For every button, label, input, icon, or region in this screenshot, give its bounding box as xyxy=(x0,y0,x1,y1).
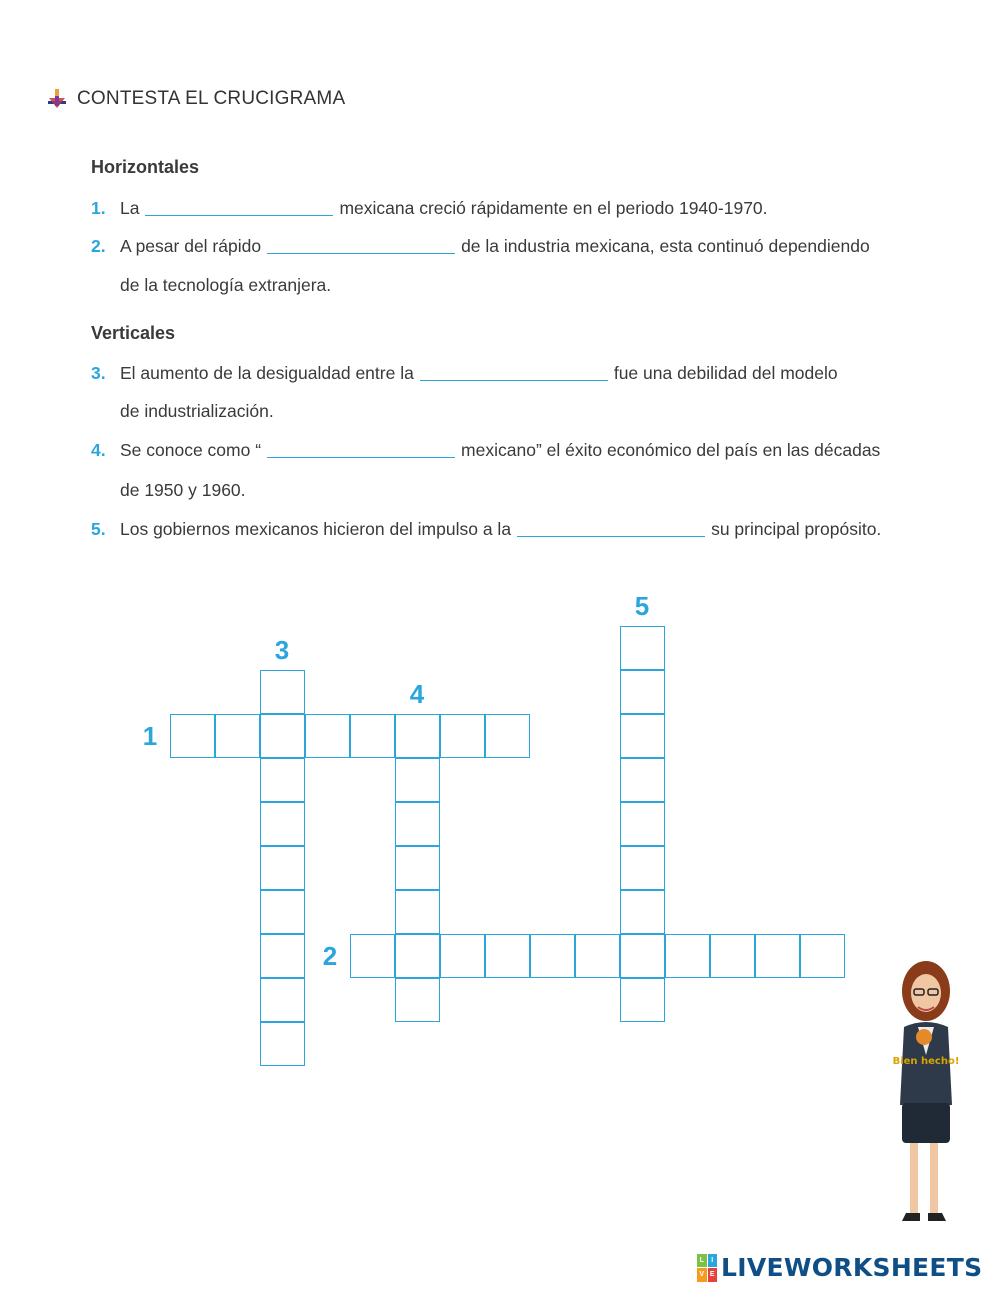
page-title: CONTESTA EL CRUCIGRAMA xyxy=(77,88,346,109)
crossword-number-2: 2 xyxy=(322,941,338,971)
crossword-cell[interactable] xyxy=(710,934,755,978)
crossword-number-1: 1 xyxy=(142,721,158,751)
crossword-cell[interactable] xyxy=(620,626,665,670)
page-header xyxy=(46,88,345,110)
crossword-cell[interactable] xyxy=(755,934,800,978)
crossword-cell[interactable] xyxy=(260,714,305,758)
answer-blank[interactable] xyxy=(420,364,608,381)
liveworksheets-logo xyxy=(697,1253,982,1282)
crossword-cell[interactable] xyxy=(350,714,395,758)
verticales-heading: Verticales xyxy=(91,323,176,343)
clue-number: 5. xyxy=(91,519,106,539)
answer-blank[interactable] xyxy=(517,520,705,537)
crossword-cell[interactable] xyxy=(395,714,440,758)
crossword-cell[interactable] xyxy=(260,670,305,714)
crossword-cell[interactable] xyxy=(620,934,665,978)
crossword-cell[interactable] xyxy=(350,934,395,978)
clue-text: El aumento de la desigualdad entre la xyxy=(120,363,414,383)
crossword-cell[interactable] xyxy=(395,802,440,846)
crossword-cell[interactable] xyxy=(620,978,665,1022)
crossword-cell[interactable] xyxy=(440,934,485,978)
clue-1 xyxy=(91,197,768,219)
clue-text: de la industria mexicana, esta continuó dependiendo xyxy=(461,236,870,256)
crossword-cell[interactable] xyxy=(170,714,215,758)
crossword-cell[interactable] xyxy=(485,714,530,758)
clue-3 xyxy=(91,362,838,384)
clue-4 xyxy=(91,439,880,461)
crossword-cell[interactable] xyxy=(260,1022,305,1066)
crossword-cell[interactable] xyxy=(260,758,305,802)
crossword-cell[interactable] xyxy=(620,714,665,758)
clue-2 xyxy=(91,235,870,257)
clue-number: 3. xyxy=(91,363,106,383)
crossword-cell[interactable] xyxy=(620,758,665,802)
crossword-cell[interactable] xyxy=(620,846,665,890)
crossword-cell[interactable] xyxy=(395,758,440,802)
teacher-character-image xyxy=(868,955,980,1235)
crossword-cell[interactable] xyxy=(305,714,350,758)
crossword-cell[interactable] xyxy=(620,670,665,714)
clue-text: La xyxy=(120,198,140,218)
crossword-cell[interactable] xyxy=(485,934,530,978)
crossword-cell[interactable] xyxy=(260,846,305,890)
answer-blank[interactable] xyxy=(267,237,455,254)
clue-number: 2. xyxy=(91,236,106,256)
clue-text: A pesar del rápido xyxy=(120,236,262,256)
clue-text: mexicana creció rápidamente en el periodo 1940-1970. xyxy=(339,198,768,218)
crossword-cell[interactable] xyxy=(215,714,260,758)
crossword-cell[interactable] xyxy=(260,802,305,846)
crossword-cell[interactable] xyxy=(665,934,710,978)
clue-text: Se conoce como “ xyxy=(120,440,262,460)
crossword-cell[interactable] xyxy=(395,890,440,934)
crossword-number-3: 3 xyxy=(274,635,290,665)
logo-text: LIVEWORKSHEETS xyxy=(721,1253,983,1282)
answer-blank[interactable] xyxy=(145,199,333,216)
crossword-cell[interactable] xyxy=(620,802,665,846)
clue-number: 1. xyxy=(91,198,106,218)
horizontales-heading: Horizontales xyxy=(91,157,200,177)
clue-text: Los gobiernos mexicanos hicieron del impulso a la xyxy=(120,519,512,539)
crossword-cell[interactable] xyxy=(260,934,305,978)
clue-text: mexicano” el éxito económico del país en las décadas xyxy=(461,440,881,460)
crossword-cell[interactable] xyxy=(260,890,305,934)
crossword-cell[interactable] xyxy=(575,934,620,978)
crossword-cell[interactable] xyxy=(620,890,665,934)
clue-text: su principal propósito. xyxy=(711,519,882,539)
crossword-cell[interactable] xyxy=(440,714,485,758)
clue-4-continuation: de 1950 y 1960. xyxy=(120,480,246,500)
crossword-number-5: 5 xyxy=(634,591,650,621)
clue-text: fue una debilidad del modelo xyxy=(613,363,838,383)
clue-5 xyxy=(91,518,881,540)
crossword-cell[interactable] xyxy=(395,934,440,978)
clue-2-continuation: de la tecnología extranjera. xyxy=(120,275,332,295)
teacher-speech: Bien hecho! xyxy=(892,1056,960,1067)
clue-3-continuation: de industrialización. xyxy=(120,401,274,421)
crossword-cell[interactable] xyxy=(260,978,305,1022)
crossword-cell[interactable] xyxy=(530,934,575,978)
crossword-cell[interactable] xyxy=(800,934,845,978)
crossword-cell[interactable] xyxy=(395,978,440,1022)
logo-badge: L I V E xyxy=(697,1254,717,1282)
crossword-number-4: 4 xyxy=(409,679,425,709)
arrow-bullet-icon xyxy=(46,88,68,110)
answer-blank[interactable] xyxy=(267,441,455,458)
clue-number: 4. xyxy=(91,440,106,460)
crossword-cell[interactable] xyxy=(395,846,440,890)
